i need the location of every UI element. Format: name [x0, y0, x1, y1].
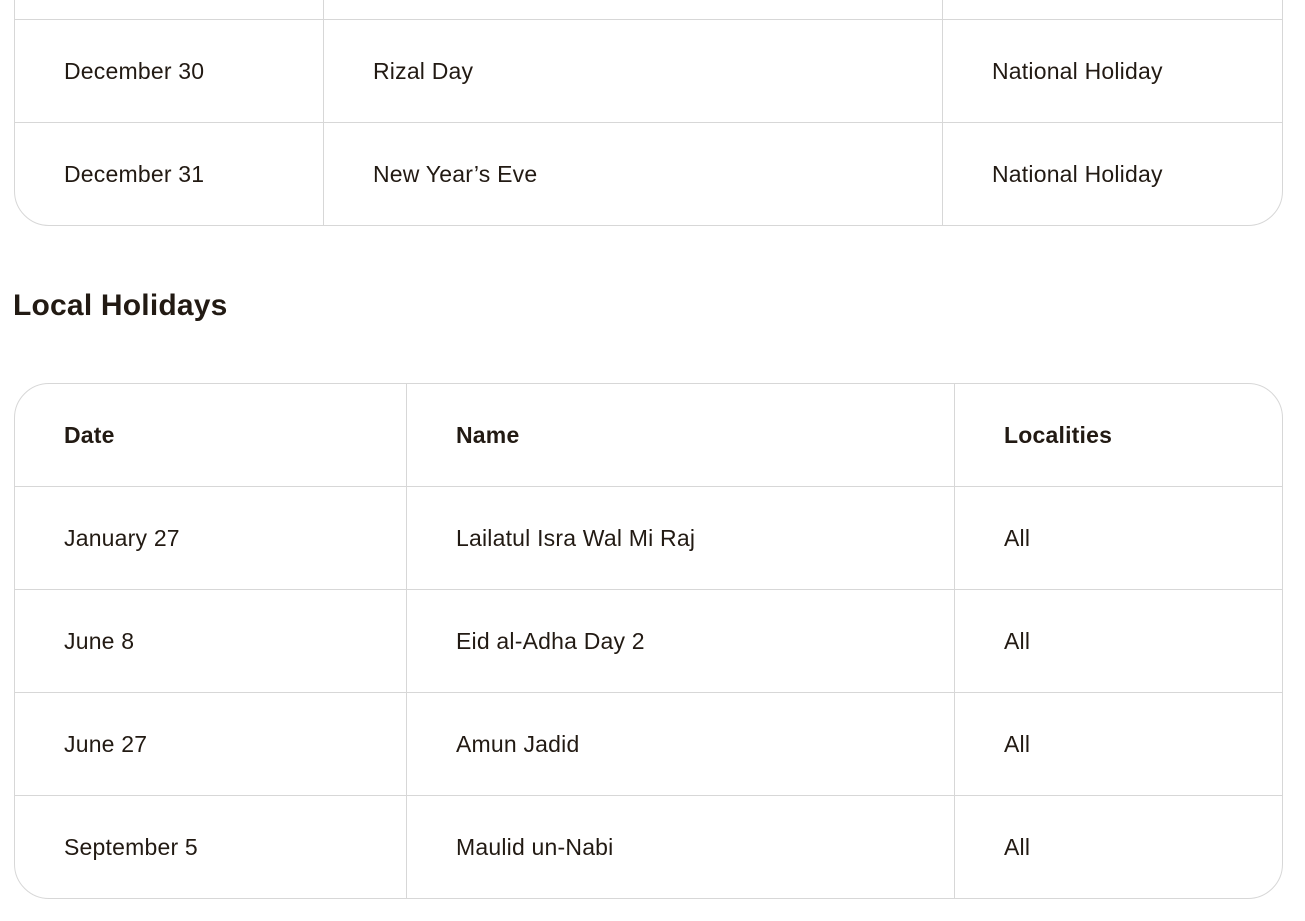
name-cell: Rizal Day [323, 20, 942, 122]
type-cell: National Holiday [942, 20, 1282, 122]
table-row [15, 19, 1282, 122]
localities-cell: All [954, 693, 1282, 795]
date-cell: June 27 [64, 730, 148, 757]
localities-cell: All [954, 590, 1282, 692]
date-cell: December 31 [64, 160, 205, 187]
date-cell: September 5 [64, 833, 198, 860]
name-cell: Amun Jadid [406, 693, 954, 795]
date-column-header: Date [64, 421, 115, 448]
national-holidays-table [14, 0, 1283, 226]
table-row [15, 122, 1282, 225]
name-column-header: Name [406, 384, 954, 486]
table-row [15, 589, 1282, 692]
table-row [15, 692, 1282, 795]
name-cell: Eid al-Adha Day 2 [406, 590, 954, 692]
name-cell: Maulid un-Nabi [406, 796, 954, 898]
name-cell: New Year’s Eve [323, 123, 942, 225]
local-holidays-heading: Local Holidays [13, 289, 228, 322]
localities-column-header: Localities [954, 384, 1282, 486]
type-cell [942, 0, 1282, 19]
local-holidays-table [14, 383, 1283, 899]
name-cell: Lailatul Isra Wal Mi Raj [406, 487, 954, 589]
date-cell: December 30 [64, 57, 205, 84]
header-row [15, 384, 1282, 486]
localities-cell: All [954, 487, 1282, 589]
date-cell [15, 0, 323, 19]
type-cell: National Holiday [942, 123, 1282, 225]
table-row-partial [15, 0, 1282, 19]
table-row [15, 486, 1282, 589]
date-cell: June 8 [64, 627, 135, 654]
localities-cell: All [954, 796, 1282, 898]
date-cell: January 27 [64, 524, 180, 551]
table-row [15, 795, 1282, 898]
name-cell [323, 0, 942, 19]
